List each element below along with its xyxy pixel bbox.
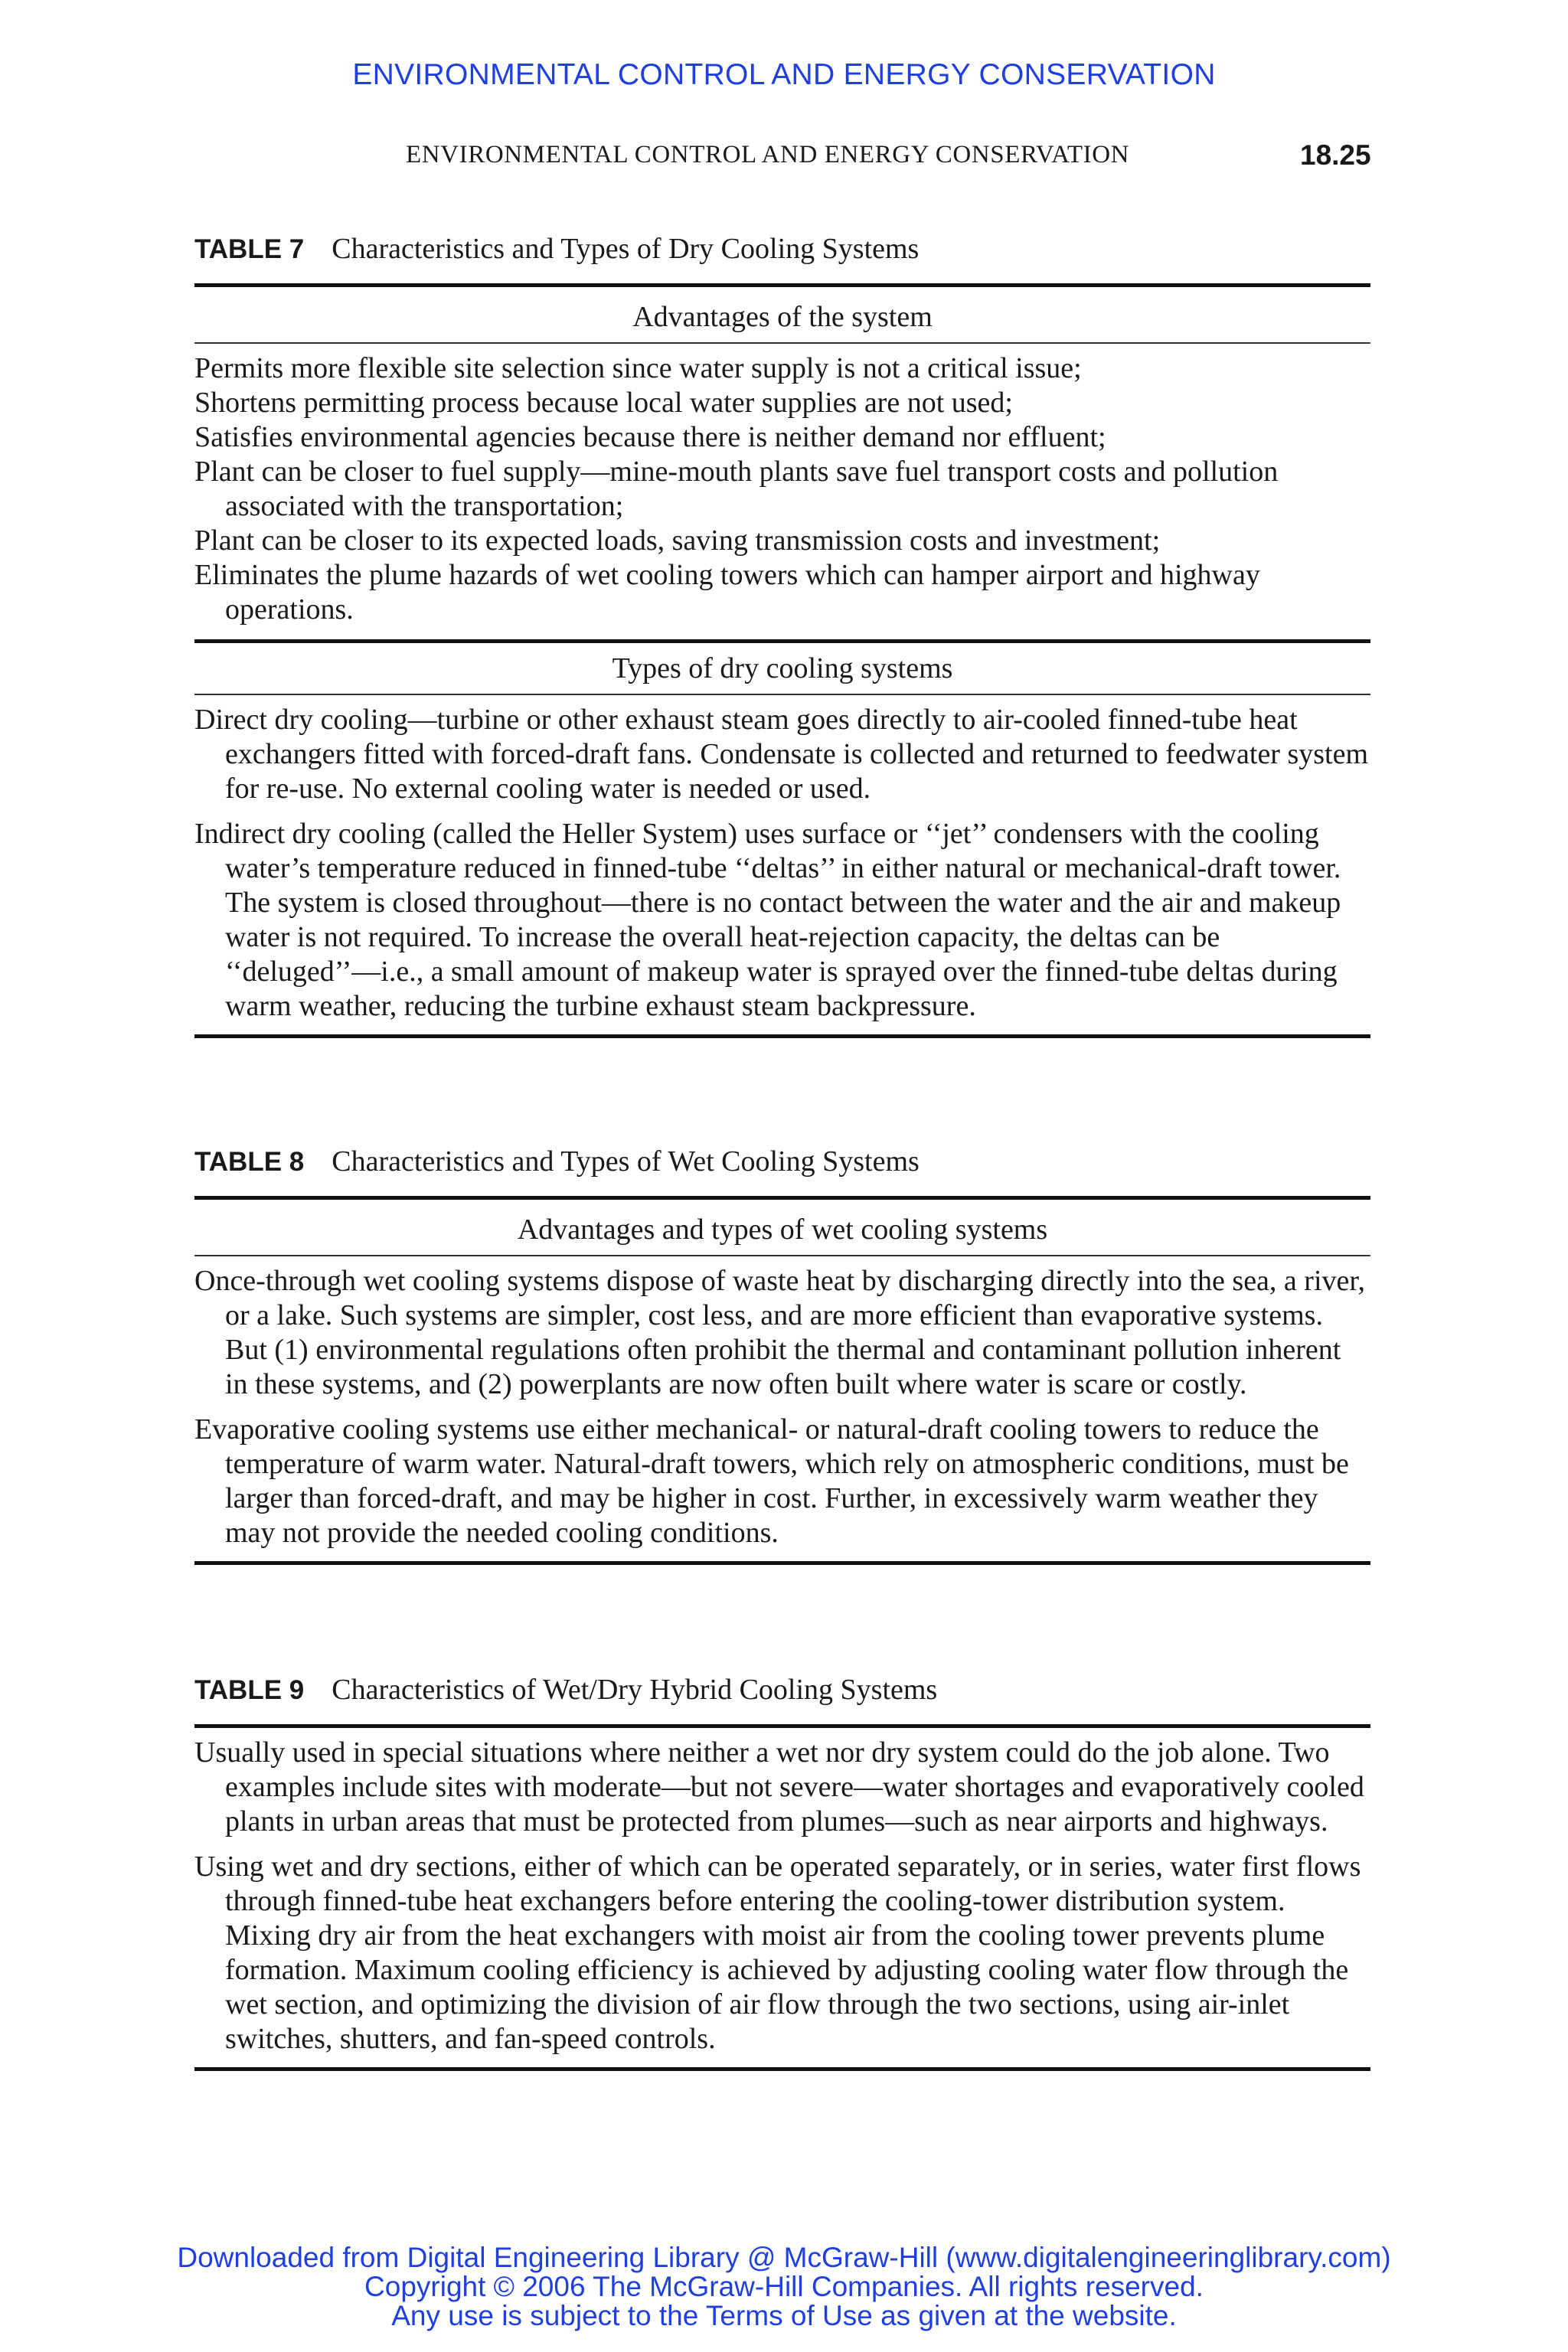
heading-rule — [194, 1255, 1370, 1256]
list-item: Using wet and dry sections, either of which can be operated separately, or in series, water first flows through finned-tube heat exchangers before entering the cooling-tower distribution system. Mixing dry air from the heat exchangers with moist air from the cooling tower prevents plume formation. Maximum cooling efficiency is achieved by adjusting cooling water flow through the wet section, and optimizing the division of air flow through the two sections, using air-inlet switches, shutters, and fan-speed controls. — [194, 1851, 1361, 2055]
page-number: 18.25 — [1300, 139, 1371, 171]
table-7 — [194, 231, 1370, 1038]
list-item: Evaporative cooling systems use either mechanical- or natural-draft cooling towers to reduce the temperature of warm water. Natural-draft towers, which rely on atmospheric conditions, must be larger than forced-draft, and may be higher in cost. Further, in excessively warm weather they may not provide the needed cooling conditions. — [194, 1413, 1349, 1549]
section-rule — [194, 639, 1370, 643]
table-top-rule — [194, 283, 1370, 287]
list-item: Shortens permitting process because local water supplies are not used; — [194, 387, 1013, 419]
table-top-rule — [194, 1196, 1370, 1200]
table-title: Characteristics and Types of Wet Cooling Systems — [332, 1145, 920, 1178]
table-caption — [194, 1144, 1370, 1179]
table-bottom-rule — [194, 1561, 1370, 1565]
table-9 — [194, 1672, 1370, 2071]
table-top-rule — [194, 1724, 1370, 1728]
table-bottom-rule — [194, 1034, 1370, 1038]
running-head: ENVIRONMENTAL CONTROL AND ENERGY CONSERVATION — [406, 141, 1130, 168]
footer — [0, 2243, 1568, 2331]
footer-copyright: Copyright © 2006 The McGraw-Hill Companies. All rights reserved. — [364, 2271, 1204, 2302]
entries-list — [194, 1264, 1370, 1550]
advantages-list — [194, 351, 1370, 627]
list-item: Plant can be closer to its expected loads, saving transmission costs and investment; — [194, 524, 1161, 557]
section-heading: Advantages of the system — [632, 301, 933, 333]
list-item: Usually used in special situations where neither a wet nor dry system could do the job alone. Two examples include sites with moderate—but not severe—water shortages and evaporatively cooled plants in urban areas that must be protected from plumes—such as near airports and highways. — [194, 1736, 1364, 1838]
list-item: Eliminates the plume hazards of wet cooling towers which can hamper airport and highway operations. — [194, 559, 1260, 626]
list-item: Once-through wet cooling systems dispose of waste heat by discharging directly into the sea, a river, or a lake. Such systems are simpler, cost less, and are more efficient than evaporative systems. But (1) environmental regulations often prohibit the thermal and contaminant pollution inherent in these systems, and (2) powerplants are now often built where water is scare or costly. — [194, 1265, 1365, 1400]
list-item: Permits more flexible site selection since water supply is not a critical issue; — [194, 352, 1082, 384]
heading-rule — [194, 342, 1370, 344]
table-title: Characteristics and Types of Dry Cooling Systems — [332, 233, 920, 265]
heading-rule — [194, 694, 1370, 695]
table-label: TABLE 7 — [194, 234, 305, 264]
list-item: Direct dry cooling—turbine or other exhaust steam goes directly to air-cooled finned-tube heat exchangers fitted with forced-draft fans. Condensate is collected and returned to feedwater system for re-use. No external cooling water is needed or used. — [194, 704, 1369, 805]
table-title: Characteristics of Wet/Dry Hybrid Cooling Systems — [332, 1674, 938, 1706]
section-heading: Types of dry cooling systems — [612, 652, 953, 684]
footer-terms-link[interactable]: Any use is subject to the Terms of Use as given at the website. — [391, 2300, 1177, 2331]
table-caption — [194, 231, 1370, 266]
types-list — [194, 703, 1370, 1024]
entries-list — [194, 1736, 1370, 2056]
table-label: TABLE 8 — [194, 1147, 305, 1177]
table-bottom-rule — [194, 2067, 1370, 2071]
table-label: TABLE 9 — [194, 1675, 305, 1705]
section-heading: Advantages and types of wet cooling systems — [517, 1214, 1048, 1246]
list-item: Satisfies environmental agencies because there is neither demand nor effluent; — [194, 421, 1106, 453]
table-caption — [194, 1672, 1370, 1707]
table-8 — [194, 1144, 1370, 1565]
top-header-link[interactable]: ENVIRONMENTAL CONTROL AND ENERGY CONSERVATION — [352, 58, 1216, 91]
list-item: Plant can be closer to fuel supply—mine-mouth plants save fuel transport costs and pollution associated with the transportation; — [194, 456, 1279, 522]
list-item: Indirect dry cooling (called the Heller System) uses surface or ‘‘jet’’ condensers with the cooling water’s temperature reduced in finned-tube ‘‘deltas’’ in either natural or mechanical-draft tower. The system is closed throughout—there is no contact between the water and the air and makeup water is not required. To increase the overall heat-rejection capacity, the deltas can be ‘‘deluged’’—i.e., a small amount of makeup water is sprayed over the finned-tube deltas during warm weather, reducing the turbine exhaust steam backpressure. — [194, 818, 1341, 1022]
footer-download-link[interactable]: Downloaded from Digital Engineering Library @ McGraw-Hill (www.digitalengineeringlibrary.com) — [177, 2242, 1391, 2273]
